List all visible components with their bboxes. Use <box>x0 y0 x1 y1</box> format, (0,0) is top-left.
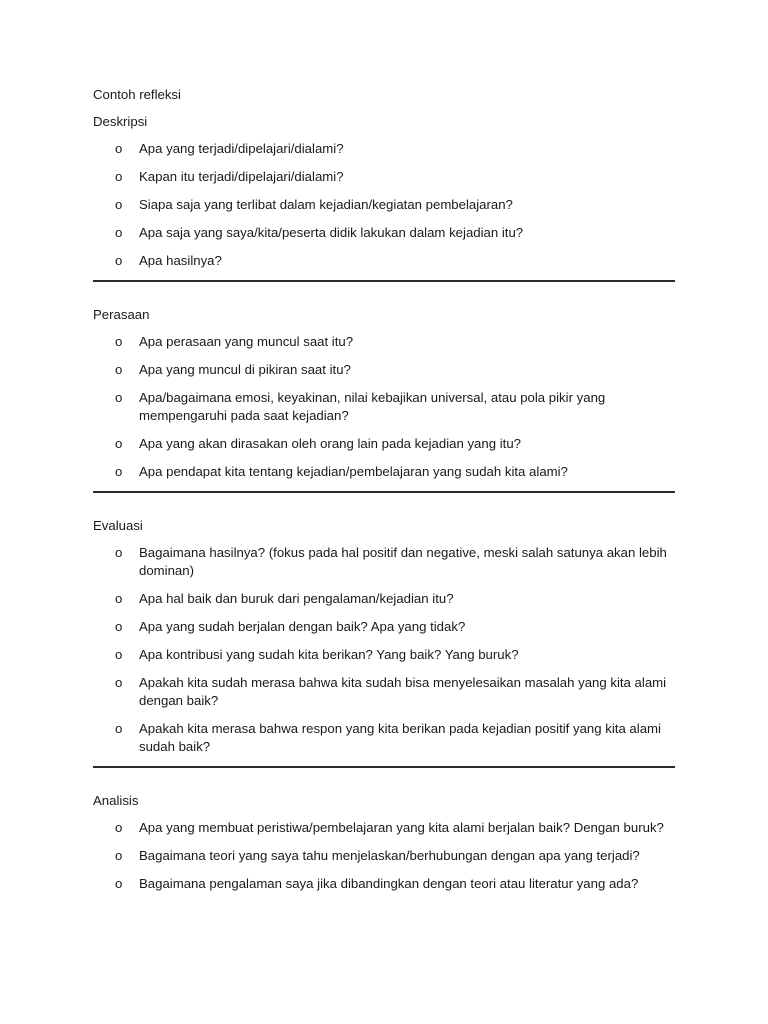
list-item <box>93 168 675 186</box>
list-item <box>93 875 675 893</box>
section-analisis <box>93 792 675 893</box>
item-text: Apa yang membuat peristiwa/pembelajaran yang kita alami berjalan baik? Dengan buruk? <box>139 820 664 835</box>
question-list <box>93 333 675 481</box>
list-item <box>93 618 675 636</box>
list-item <box>93 333 675 351</box>
bullet-marker: o <box>115 169 123 184</box>
item-text: Bagaimana pengalaman saya jika dibandingkan dengan teori atau literatur yang ada? <box>139 876 639 891</box>
list-item <box>93 435 675 453</box>
item-text: Apa yang sudah berjalan dengan baik? Apa yang tidak? <box>139 619 466 634</box>
item-text: Kapan itu terjadi/dipelajari/dialami? <box>139 169 344 184</box>
item-text: Apa yang akan dirasakan oleh orang lain pada kejadian yang itu? <box>139 436 521 451</box>
item-text: Apa hasilnya? <box>139 253 222 268</box>
item-text: Apa hal baik dan buruk dari pengalaman/kejadian itu? <box>139 591 454 606</box>
bullet-marker: o <box>115 647 123 662</box>
list-item <box>93 720 675 756</box>
item-text: Bagaimana hasilnya? (fokus pada hal positif dan negative, meski salah satunya akan lebih dominan) <box>139 545 667 578</box>
item-text: Apakah kita sudah merasa bahwa kita sudah bisa menyelesaikan masalah yang kita alami dengan baik? <box>139 675 667 708</box>
bullet-marker: o <box>115 436 123 451</box>
bullet-marker: o <box>115 253 123 268</box>
section-heading: Deskripsi <box>93 114 148 129</box>
section-heading: Evaluasi <box>93 518 143 533</box>
section-divider <box>93 766 675 768</box>
section-evaluasi <box>93 517 675 768</box>
bullet-marker: o <box>115 619 123 634</box>
section-heading: Perasaan <box>93 307 150 322</box>
list-item <box>93 361 675 379</box>
list-item <box>93 224 675 242</box>
item-text: Apakah kita merasa bahwa respon yang kita berikan pada kejadian positif yang kita alami sudah baik? <box>139 721 661 754</box>
item-text: Apa yang muncul di pikiran saat itu? <box>139 362 351 377</box>
bullet-marker: o <box>115 545 123 560</box>
item-text: Bagaimana teori yang saya tahu menjelaskan/berhubungan dengan apa yang terjadi? <box>139 848 640 863</box>
section-deskripsi <box>93 113 675 282</box>
bullet-marker: o <box>115 721 123 736</box>
bullet-marker: o <box>115 876 123 891</box>
list-item <box>93 646 675 664</box>
item-text: Apa yang terjadi/dipelajari/dialami? <box>139 141 344 156</box>
question-list <box>93 140 675 270</box>
bullet-marker: o <box>115 675 123 690</box>
section-heading: Analisis <box>93 793 139 808</box>
section-divider <box>93 280 675 282</box>
list-item <box>93 544 675 580</box>
question-list <box>93 819 675 893</box>
item-text: Apa kontribusi yang sudah kita berikan? Yang baik? Yang buruk? <box>139 647 519 662</box>
bullet-marker: o <box>115 820 123 835</box>
bullet-marker: o <box>115 464 123 479</box>
section-divider <box>93 491 675 493</box>
bullet-marker: o <box>115 848 123 863</box>
bullet-marker: o <box>115 390 123 405</box>
list-item <box>93 389 675 425</box>
item-text: Apa/bagaimana emosi, keyakinan, nilai kebajikan universal, atau pola pikir yang mempengaruhi pada saat kejadian? <box>139 390 606 423</box>
bullet-marker: o <box>115 334 123 349</box>
document-title: Contoh refleksi <box>93 87 181 102</box>
bullet-marker: o <box>115 225 123 240</box>
list-item <box>93 674 675 710</box>
list-item <box>93 847 675 865</box>
list-item <box>93 140 675 158</box>
bullet-marker: o <box>115 197 123 212</box>
list-item <box>93 196 675 214</box>
question-list <box>93 544 675 756</box>
list-item <box>93 590 675 608</box>
list-item <box>93 819 675 837</box>
document-page <box>93 86 675 893</box>
bullet-marker: o <box>115 141 123 156</box>
section-perasaan <box>93 306 675 493</box>
item-text: Siapa saja yang terlibat dalam kejadian/kegiatan pembelajaran? <box>139 197 513 212</box>
item-text: Apa perasaan yang muncul saat itu? <box>139 334 354 349</box>
item-text: Apa pendapat kita tentang kejadian/pembelajaran yang sudah kita alami? <box>139 464 568 479</box>
list-item <box>93 252 675 270</box>
bullet-marker: o <box>115 362 123 377</box>
bullet-marker: o <box>115 591 123 606</box>
list-item <box>93 463 675 481</box>
item-text: Apa saja yang saya/kita/peserta didik lakukan dalam kejadian itu? <box>139 225 524 240</box>
